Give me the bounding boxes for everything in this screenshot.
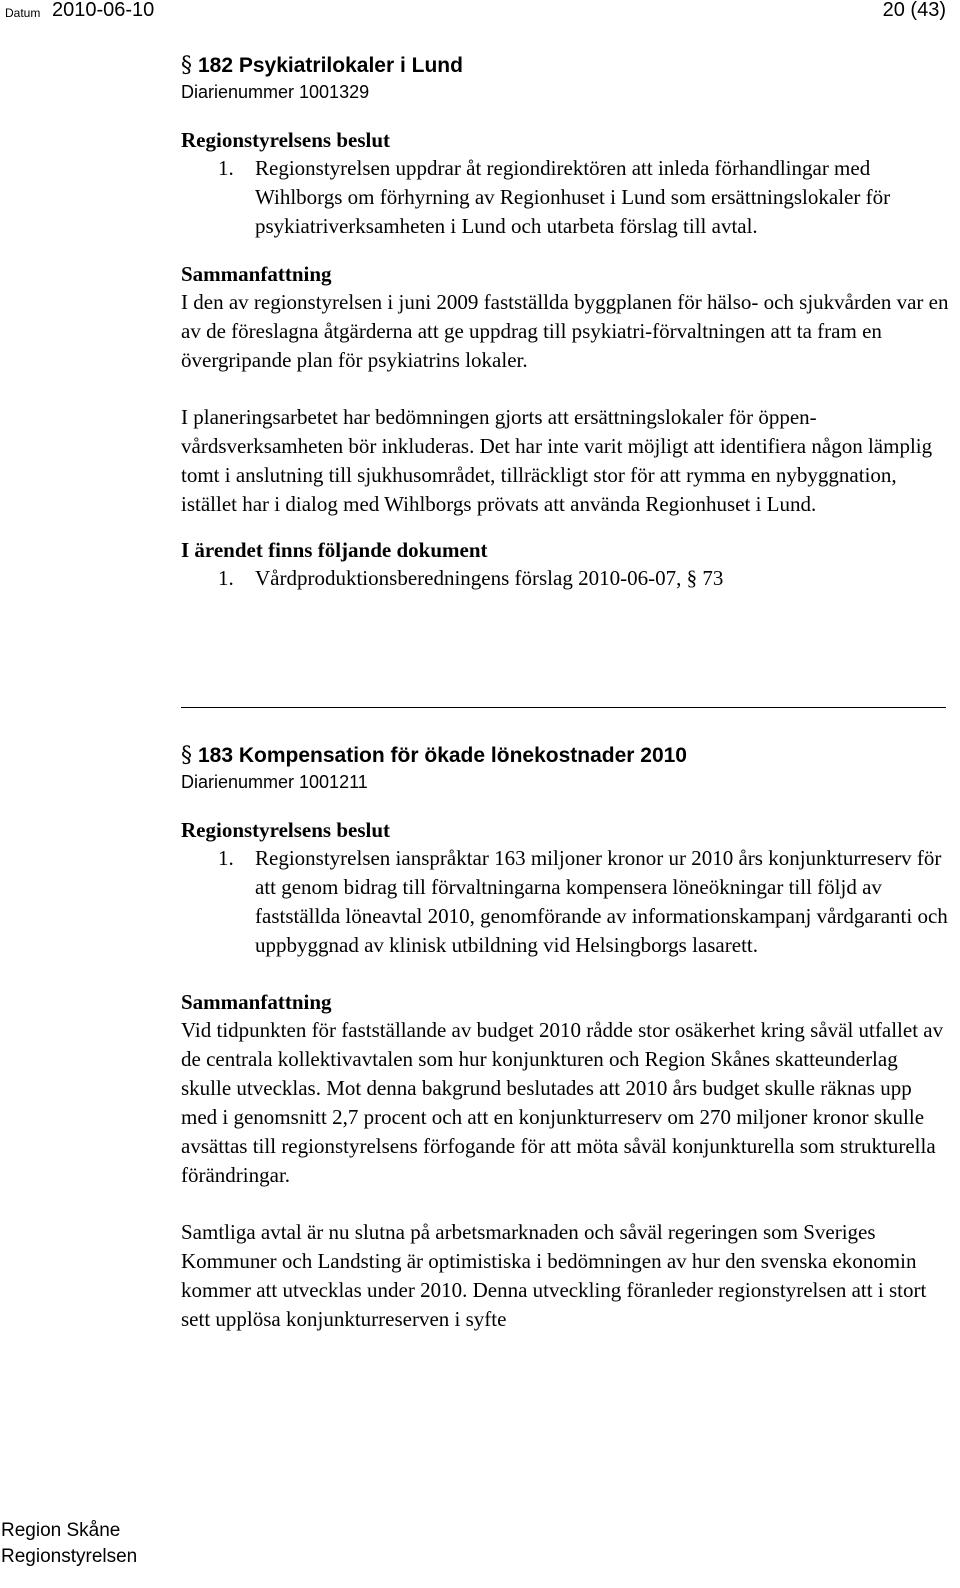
document-item	[181, 564, 949, 593]
list-number: 1.	[218, 156, 234, 180]
document-date: 2010-06-10	[52, 0, 155, 21]
decision-heading: Regionstyrelsens beslut	[181, 128, 391, 152]
item-heading	[181, 52, 949, 80]
registration-number: Diarienummer 1001329	[181, 82, 370, 102]
paragraph-symbol: §	[181, 53, 192, 78]
organization-unit: Regionstyrelsen	[1, 1546, 138, 1567]
item-heading	[181, 742, 949, 770]
decision-text: Regionstyrelsen uppdrar åt regiondirektören att inleda förhandlingar med Wihlborgs om förhyrning av Regionhuset i Lund som ersättningslokaler för psykiatriverksamheten i Lund och utarbeta förslag till avtal.	[255, 156, 891, 238]
list-number: 1.	[218, 846, 234, 870]
decision-item	[181, 154, 949, 241]
summary-paragraph: Vid tidpunkten för fastställande av budget 2010 rådde stor osäkerhet kring såväl utfallet av de centrala kollektivavtalen som hur konjunkturen och Region Skånes skatteunderlag skulle utvecklas. Mot denna bakgrund beslutades att 2010 års budget skulle räknas upp med i genomsnitt 2,7 procent och att en konjunkturreserv om 270 miljoner kronor skulle avsättas till regionstyrelsens förfogande för att möta såväl konjunkturella som strukturella förändringar.	[181, 1018, 944, 1187]
item-title: 182 Psykiatrilokaler i Lund	[198, 54, 463, 77]
page-number: 20 (43)	[882, 0, 946, 21]
item-183	[181, 742, 949, 1334]
summary-paragraph: I planeringsarbetet har bedömningen gjorts att ersättningslokaler för öppen-vårdsverksamheten bör inkluderas. Det har inte varit möjligt att identifiera någon lämplig tomt i anslutning till sjukhusområdet, tillräckligt stor för att rymma en nybyggnation, istället har i dialog med Wihlborgs prövats att använda Regionhuset i Lund.	[181, 405, 933, 516]
decision-item	[181, 844, 949, 960]
page-header	[0, 0, 960, 30]
organization-name: Region Skåne	[1, 1520, 121, 1541]
decision-heading: Regionstyrelsens beslut	[181, 818, 391, 842]
page-footer	[1, 1518, 137, 1570]
summary-paragraph: I den av regionstyrelsen i juni 2009 fastställda byggplanen för hälso- och sjukvården var en av de föreslagna åtgärderna att ge uppdrag till psykiatri-förvaltningen att ta fram en övergripande plan för psykiatrins lokaler.	[181, 290, 949, 372]
decision-text: Regionstyrelsen ianspråktar 163 miljoner kronor ur 2010 års konjunkturreserv för att genom bidrag till förvaltningarna kompensera löneökningar till följd av fastställda löneavtal 2010, genomförande av informationskampanj vårdgaranti och uppbyggnad av klinisk utbildning vid Helsingborgs lasarett.	[255, 846, 948, 957]
list-number: 1.	[218, 566, 234, 590]
item-title: 183 Kompensation för ökade lönekostnader 2010	[198, 744, 687, 767]
documents-heading: I ärendet finns följande dokument	[181, 538, 488, 562]
summary-heading: Sammanfattning	[181, 262, 332, 286]
section-divider	[181, 707, 946, 708]
summary-paragraph: Samtliga avtal är nu slutna på arbetsmarknaden och såväl regeringen som Sveriges Kommuner och Landsting är optimistiska i bedömningen av hur den svenska ekonomin kommer att utvecklas under 2010. Denna utveckling föranleder regionstyrelsen att i stort sett upplösa konjunkturreserven i syfte	[181, 1220, 927, 1331]
registration-number: Diarienummer 1001211	[181, 772, 368, 792]
summary-heading: Sammanfattning	[181, 990, 332, 1014]
paragraph-symbol: §	[181, 743, 192, 768]
document-text: Vårdproduktionsberedningens förslag 2010-06-07, § 73	[255, 566, 724, 590]
date-label: Datum	[5, 6, 41, 20]
item-182	[181, 52, 949, 593]
